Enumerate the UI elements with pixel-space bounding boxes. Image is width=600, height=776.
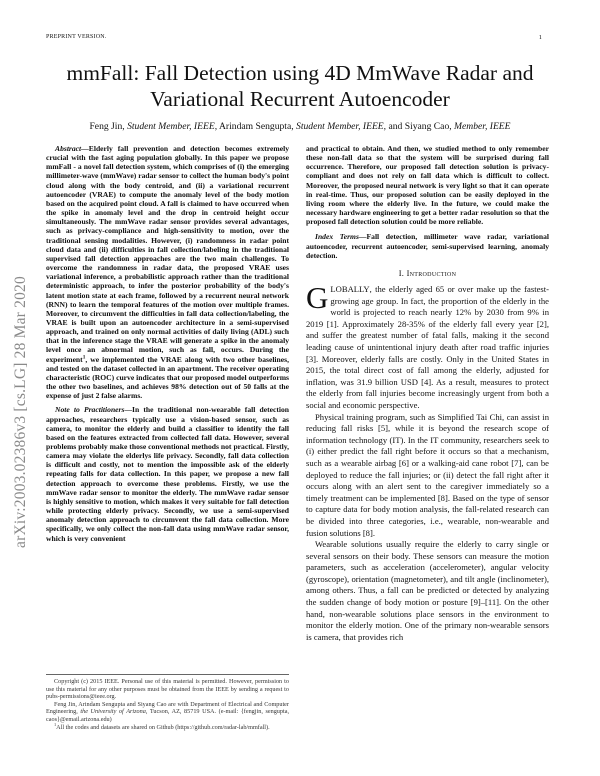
first-word: LOBALLY xyxy=(330,284,370,295)
introduction-body xyxy=(306,280,549,643)
author-name: Feng Jin, xyxy=(89,121,125,132)
practitioners-text: —In the traditional non-wearable fall detection approaches, researchers typically use a vision-based sensor, such as camera, to monitor the elderly and build a classifier to identify the fall based on the features extracted from collected fall data. However, several problems probably make those conventional methods not practical. Firstly, camera may violate the elderlys life privacy. Secondly, fall data collection is difficult and costly, not to mention the impossible ask of the elderly repeating falls for data collection. In this paper, we propose a new fall detection approach to overcome these problems. Firstly, we use the mmWave radar sensor to monitor the elderly. The mmWave radar sensor is highly sensitive to motion, which makes it very suitable for fall detection while protecting elderly privacy. Secondly, we use a semi-supervised anomaly detection approach to circumvent the fall data collection. More specifically, we only collect the non-fall data using mmWave radar sensor, which is very convenient xyxy=(46,405,290,543)
author-line xyxy=(40,121,560,132)
intro-paragraph: Physical training program, such as Simplified Tai Chi, can assist in reducing fall risks [5], while it is beyond the research scope of information technology (IT). In the IT community, researchers seek to (i) either predict the fall right before it occurs so that a mechanism, such as a wearable airbag [6] or a walking-aid cane robot [7], can be deployed to reduce the fall injuries; or (ii) detect the fall right after it occurs along with an alert sent to the caregiver immediately so a timely treatment can be implemented [8]. Based on the type of sensor to capture data for body motion analysis, the fall-related research can be divided into three categories, i.e., wearable, non-wearable and fusion solutions [8]. xyxy=(306,411,549,538)
affiliation-university: the University of Arizona xyxy=(80,708,146,716)
intro-paragraph: Wearable solutions usually require the elderly to carry single or several sensors on their body. These sensors can measure the motion parameters, such as acceleration (accelerometer), angular velocity (gyroscope), orientation (magnetometer), and tilt angle (inclinometer), among others. Thus, a fall can be predicted or detected by analyzing the sudden change of body motion or posture [9]–[11]. On the other hand, non-wearable solutions place sensors in the environment to monitor the elderly motion. One of the primary non-wearable sensors is camera, that provides rich xyxy=(306,539,549,642)
footnote-rule xyxy=(46,674,289,675)
footnotes xyxy=(46,674,289,731)
section-heading: I. Introduction xyxy=(398,268,457,278)
author-role: Member, IEEE xyxy=(454,121,511,132)
right-column xyxy=(306,144,549,643)
author-name: Arindam Sengupta, xyxy=(219,121,294,132)
page-number: 1 xyxy=(538,34,542,41)
footnote-mark: 1 xyxy=(54,721,57,727)
footnote-ref: 1 xyxy=(82,354,86,361)
affiliation-text: Feng Jin, Arindam Sengupta and Siyang Cao are with Department of Electrical and Computer Engineering, xyxy=(46,700,289,716)
affiliation-note xyxy=(46,701,289,724)
abstract-text-cont: , we implemented the VRAE along with two other baselines, and tested on the dataset collected in an apartment. The receiver operating characteristic (ROC) curve indicates that our proposed model outperforms the other two baselines, and achieves 98% detection out of 50 falls at the expense of just 2 false alarms. xyxy=(46,354,289,401)
index-terms xyxy=(306,232,549,259)
code-footnote xyxy=(46,721,289,732)
drop-cap: G xyxy=(306,280,329,316)
arxiv-stamp: arXiv:2003.02386v3 [cs.LG] 28 Mar 2020 xyxy=(12,276,29,548)
practitioners-continued: and practical to obtain. And then, we studied method to only remember these non-fall data so that the system will be surprised during fall occurrence. Therefore, our proposed fall detection solution is privacy-compliant and does not rely on fall data which is difficult to collect. Moreover, the proposed neural network is very light so that it can operate in real-time. Thus, our proposed solution can be easily deployed in the living room where the elderly live. In the future, we could make the necessary hardware engineering to get a better radar resolution so that the proposed fall detection solution could be more reliable. xyxy=(306,144,549,227)
abstract-text: —Elderly fall prevention and detection becomes extremely crucial with the fast aging population globally. In this paper we propose mmFall - a novel fall detection system, which comprises of (i) the emerging millimeter-wave (mmWave) radar sensor to collect the human body's point cloud along with the body centroid, and (ii) a variational recurrent autoencoder (VRAE) to compute the anomaly level of the body motion based on the acquired point cloud. A fall is claimed to have occurred when the spike in anomaly level and the drop in centroid height occur simultaneously. The mmWave radar sensor provides several advantages, such as privacy-compliance and high-sensitivity to motion, over the traditional sensing modalities. However, (i) randomness in radar point cloud data and (ii) difficulties in fall collection/labeling in the traditional supervised fall detection approaches are the two main challenges. To overcome the randomness in radar data, the proposed VRAE uses variational inference, a probabilistic approach rather than the traditional deterministic approach, to infer the posterior probability of the body's latent motion state at each frame, followed by a recurrent neural network (RNN) to learn the temporal features of the motion over multiple frames. Moreover, to circumvent the difficulties in fall data collection/labeling, the VRAE is built upon an autoencoder architecture in a semi-supervised approach, and trained on only normal activities of daily living (ADL) such that in the inference stage the VRAE will generate a spike in the anomaly level once an abnormal motion, such as fall, occurs. During the experiment xyxy=(46,144,289,364)
affiliation-text-cont: , Tucson, AZ, 85719 USA. (e-mail: {fengjin, sengupta, caos}@email.arizona.edu) xyxy=(46,708,289,723)
intro-p1-text: , the elderly aged 65 or over make up the fastest-growing age group. In fact, the proportion of the elderly in the world is projected to reach nearly 12% by 2030 from 9% in 2019 [1]. Approximately 28-35% of the elderly fall every year [2], and suffer the greatest number of fatal falls, making it the second leading cause of unintentional injury death after road traffic injuries [3]. Moreover, elderly falls are costly. Only in the United States in 2015, the total direct cost of fall among the elderly, adjusted for inflation, was 31.9 billion USD [4]. As a result, measures to protect the elderly from fall injuries become increasingly urgent from both a social and economic perspective. xyxy=(306,284,549,410)
intro-paragraph xyxy=(306,280,549,412)
author-role: Student Member, IEEE, xyxy=(127,121,218,132)
running-head: PREPRINT VERSION. xyxy=(46,34,107,40)
abstract-label: Abstract xyxy=(55,144,82,153)
author-name: and Siyang Cao, xyxy=(388,121,452,132)
practitioners-label: Note to Practitioners xyxy=(55,405,125,415)
left-column xyxy=(46,144,289,543)
author-role: Student Member, IEEE, xyxy=(296,121,387,132)
copyright-note: Copyright (c) 2015 IEEE. Personal use of this material is permitted. However, permission to use this material for any other purposes must be obtained from the IEEE by sending a request to pubs-permissions@ieee.org. xyxy=(46,678,289,701)
index-terms-text: —Fall detection, millimeter wave radar, variational autoencoder, recurrent autoencoder, semi-supervised learning, anomaly detection. xyxy=(306,232,550,260)
abstract xyxy=(46,144,289,400)
note-to-practitioners xyxy=(46,405,289,542)
index-terms-label: Index Terms xyxy=(315,232,359,242)
paper-title: mmFall: Fall Detection using 4D MmWave Radar and Variational Recurrent Autoencoder xyxy=(66,61,534,111)
code-footnote-text: All the codes and datasets are shared on Github (https://github.com/radar-lab/mmfall). xyxy=(56,723,270,731)
